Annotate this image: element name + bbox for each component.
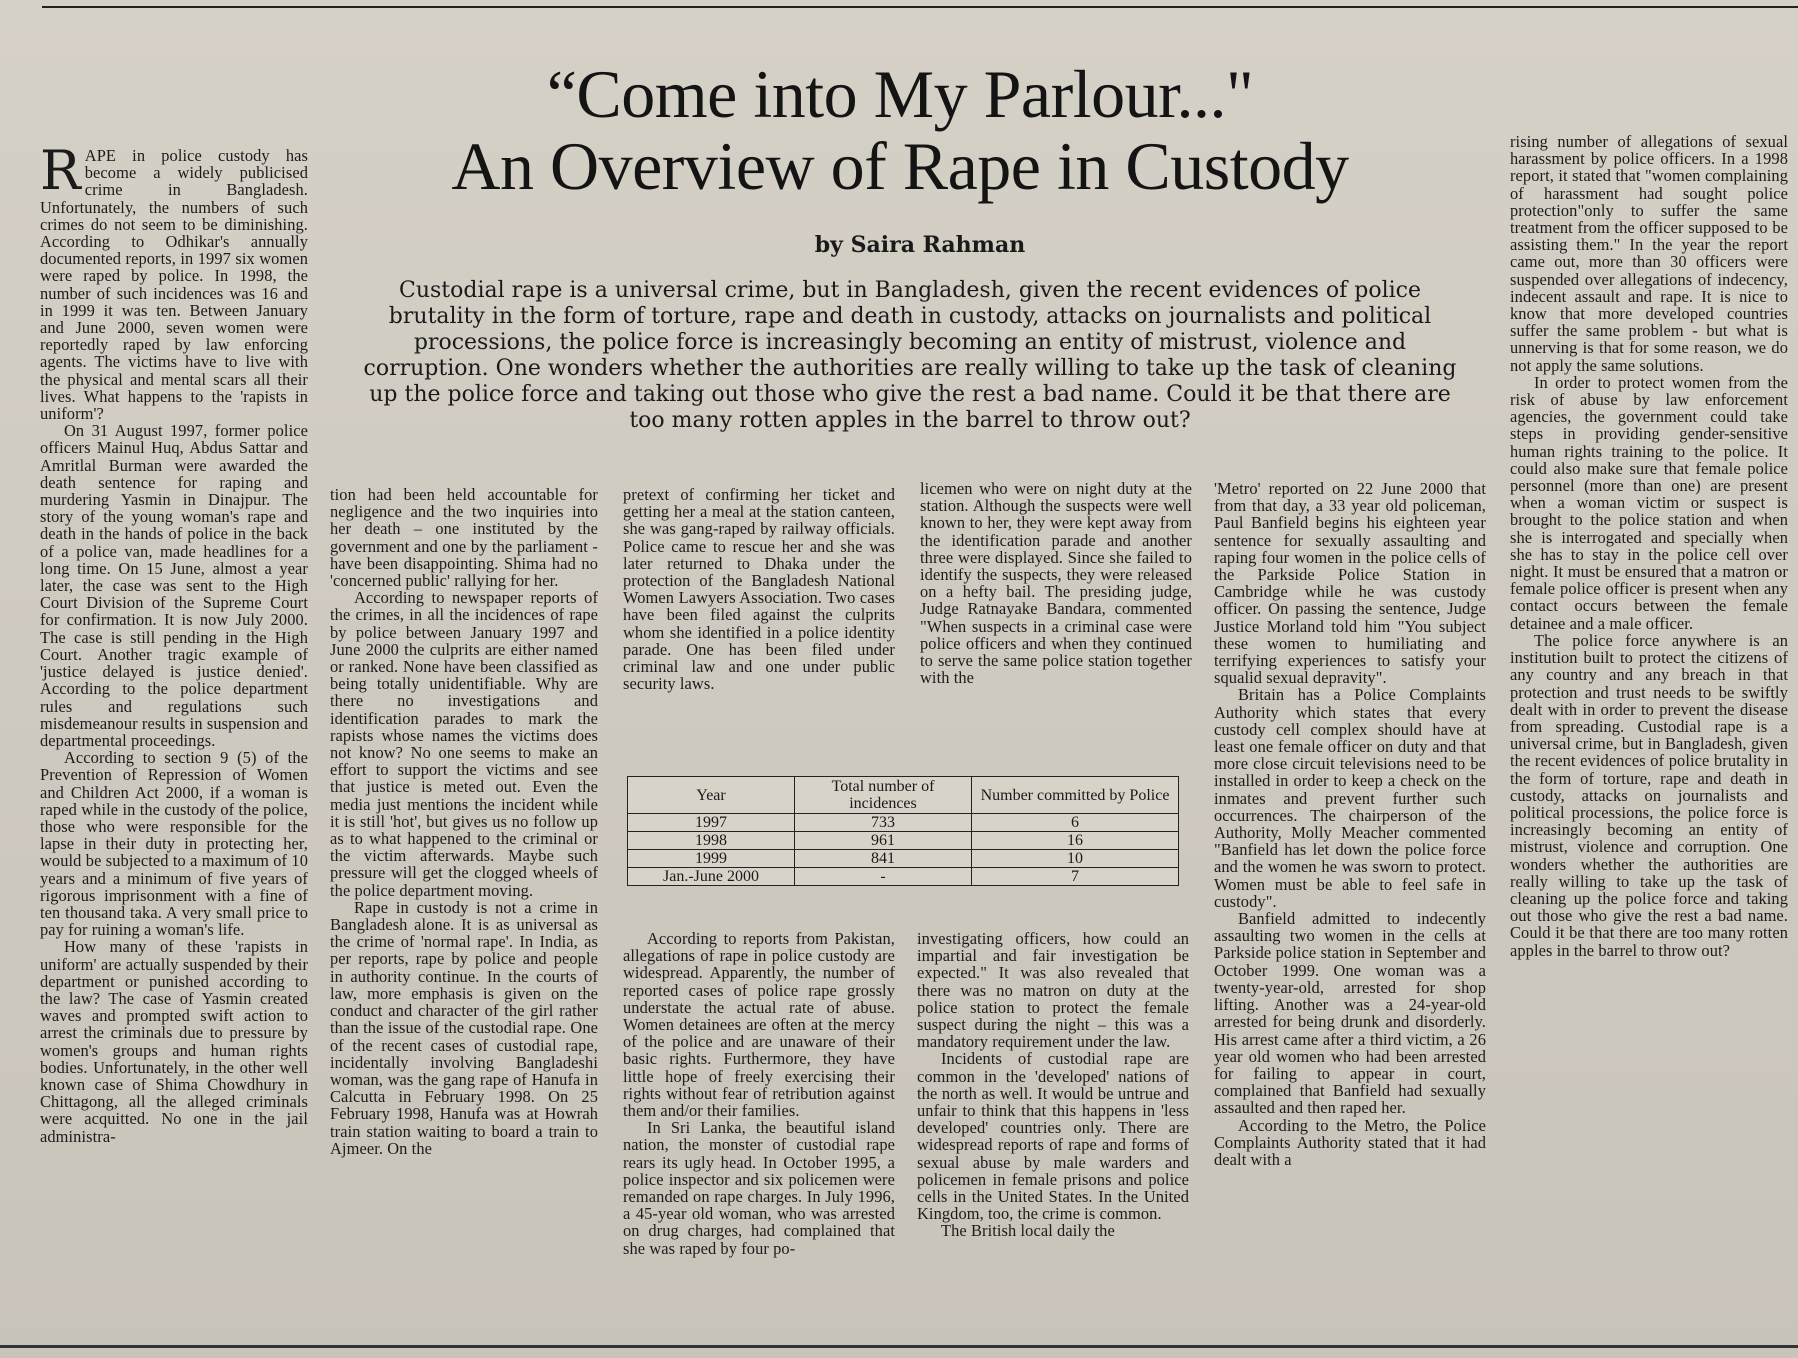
col4b-para-3: The British local daily the: [941, 1221, 1115, 1241]
byline: by Saira Rahman: [814, 232, 1026, 258]
col1-para-3: According to section 9 (5) of the Prevention of Repression of Women and Children Act 2000, if a woman is raped while in the custody of the police, those who were responsible for the lapse in their duty in protecting her, would be subjected to a maximum of 10 years and a minimum of five years of rigorous imprisonment with a fine of ten thousand taka. A very small price to pay for ruining a woman's life.: [40, 748, 308, 940]
table-cell: 733: [795, 814, 972, 832]
drop-cap: R: [40, 139, 81, 202]
column-4-lower: [917, 930, 1189, 1240]
table-header-year: Year: [628, 777, 795, 814]
col4b-para-1: investigating officers, how could an impartial and fair investigation be expected." It was also revealed that there was no matron on duty at the police station to protect the female suspect during the night – this was a mandatory requirement under the law.: [917, 929, 1189, 1052]
intro-standfirst: Custodial rape is a universal crime, but in Bangladesh, given the recent evidences of police brutality in the form of torture, rape and death in custody, attacks on journalists and political processions, the police force is increasingly becoming an entity of mistrust, violence and corruption. One wonders whether the authorities are really willing to take up the task of cleaning up the police force and taking out those who give the rest a bad name. Could it be that there are too many rotten apples in the barrel to throw out?: [363, 278, 1457, 433]
headline-line-2: An Overview of Rape in Custody: [451, 128, 1349, 204]
column-2: [330, 486, 598, 1157]
col6-para-2: In order to protect women from the risk of abuse by law enforcement agencies, the government could take steps in providing gender-sensitive human rights training to the police. It could also make sure that female police personnel (more than one) are present when a woman victim or suspect is brought to the police station and when she is interrogated and specially when she has to stay in the police cell over night. It must be ensured that a matron or female police officer is present when any contact occurs between the female detainee and a male officer.: [1510, 372, 1788, 633]
col4b-para-2: Incidents of custodial rape are common in the 'developed' nations of the north as well. It would be untrue and unfair to think that this happens in 'less developed' countries only. There are widespread reports of rape and forms of sexual abuse by male warders and policemen in female prisons and police cells in the United States. In the United Kingdom, too, the crime is common.: [917, 1049, 1189, 1224]
col1-para-2: On 31 August 1997, former police officers Mainul Huq, Abdus Sattar and Amritlal Burman were awarded the death sentence for raping and murdering Yasmin in Dinajpur. The story of the young woman's rape and death in the hands of police in the back of a police van, made headlines for a long time. On 15 June, almost a year later, the case was sent to the High Court Division of the Supreme Court for confirmation. It is now July 2000. The case is still pending in the High Court. Another tragic example of 'justice delayed is justice denied'. According to the police department rules and regulations such misdemeanour results in suspension and departmental proceedings.: [40, 421, 308, 750]
table-cell: Jan.-June 2000: [628, 868, 795, 886]
column-1: [40, 139, 308, 1146]
col1-para-1: RAPE in police custody has become a widely publicised crime in Bangladesh. Unfortunately, the numbers of such crimes do not seem to be diminishing. According to Odhikar's annually documented reports, in 1997 six women were raped by police. In 1998, the number of such incidences was 16 and in 1999 it was ten. Between January and June 2000, seven women were reportedly raped by law enforcing agents. The victims have to live with the physical and mental scars all their lives. What happens to the 'rapists in uniform'?: [40, 139, 308, 424]
table-header-police: Number committed by Police: [972, 777, 1179, 814]
col5-para-3: Banfield admitted to indecently assaulting two women in the cells at Parkside police station in September and October 1999. One woman was a twenty-year-old, arrested for shop lifting. Another was a 24-year-old arrested for being drunk and disorderly. His arrest came after a third victim, a 26 year old women who had been arrested for failing to appear in court, complained that Banfield had sexually assaulted and then raped her.: [1214, 909, 1486, 1118]
column-6: [1510, 133, 1788, 959]
table-row: [628, 868, 1179, 886]
table-row: [628, 850, 1179, 868]
table-cell: 1998: [628, 832, 795, 850]
table-cell: 961: [795, 832, 972, 850]
headline: [320, 58, 1480, 202]
col1-para-4: How many of these 'rapists in uniform' are actually suspended by their department or punished according to the law? The case of Yasmin created waves and prompted swift action to arrest the criminals due to pressure by women's groups and human rights bodies. Unfortunately, in the other well known case of Shima Chowdhury in Chittagong, all the alleged criminals were acquitted. No one in the jail administra-: [40, 937, 308, 1146]
col6-para-1: rising number of allegations of sexual harassment by police officers. In a 1998 report, it stated that "women complaining of harassment had sought police protection"only to suffer the same treatment from the officer supposed to be assisting them." In the year the report came out, more than 30 officers were suspended over allegations of indecency, indecent assault and rape. It is nice to know that more developed countries suffer the same problem - but what is unnerving is that for some reason, we do not apply the same solutions.: [1510, 132, 1788, 375]
table-cell: 1999: [628, 850, 795, 868]
column-3-lower: [623, 930, 895, 1257]
col2-para-1: tion had been held accountable for negligence and the two inquiries into her death – one instituted by the government and one by the parliament - have been disappointing. Shima had no 'concerned public' rallying for her.: [330, 485, 598, 591]
table-row: [628, 814, 1179, 832]
table-cell: 841: [795, 850, 972, 868]
table-header-total: Total number of incidences: [795, 777, 972, 814]
col2-para-3: Rape in custody is not a crime in Bangladesh alone. It is as universal as the crime of 'normal rape'. In India, as per reports, rape by police and people in authority continue. In the courts of law, more emphasis is given on the conduct and character of the girl rather than the issue of the custodial rape. One of the recent cases of custodial rape, incidentally involving Bangladeshi woman, was the gang rape of Hanufa in Calcutta in February 1998. On 25 February 1998, Hanufa was at Howrah train station waiting to board a train to Ajmeer. On the: [330, 897, 598, 1158]
top-rule: [42, 6, 1798, 8]
col6-para-3: The police force anywhere is an institution built to protect the citizens of any country and any breach in that protection and trust needs to be swiftly dealt with in order to prevent the disease from spreading. Custodial rape is a universal crime, but in Bangladesh, given the recent evidences of police brutality in the form of torture, rape and death in custody, attacks on journalists and political processions, the police force is increasingly becoming an entity of mistrust, violence and corruption. One wonders whether the authorities are really willing to take up the task of cleaning up the police force and taking out those who give the rest a bad name. Could it be that there are too many rotten apples in the barrel to throw out?: [1510, 630, 1788, 960]
col5-para-2: Britain has a Police Complaints Authority which states that every custody cell complex should have at least one female officer on duty and that more close circuit televisions need to be installed in order to keep a check on the inmates and prevent further such occurrences. The chairperson of the Authority, Molly Meacher commented "Banfield has let down the police force and the women he was sworn to protect. Women must be able to feel safe in custody".: [1214, 685, 1486, 911]
table-cell: 16: [972, 832, 1179, 850]
column-4-upper: [920, 480, 1192, 686]
table-row: [628, 832, 1179, 850]
table-cell: 6: [972, 814, 1179, 832]
col4-para-1: licemen who were on night duty at the station. Although the suspects were well known to her, they were kept away from the identification parade and another three were displayed. Since she failed to identify the suspects, they were released on a hefty bail. The presiding judge, Judge Ratnayake Bandara, commented "When suspects in a criminal case were police officers and when they continued to serve the same police station together with the: [920, 479, 1192, 688]
col3-para-1: pretext of confirming her ticket and getting her a meal at the station canteen, she was gang-raped by railway officials. Police came to rescue her and she was later returned to Dhaka under the protection of the Bangladesh National Women Lawyers Association. Two cases have been filed against the culprits whom she identified in a police identity parade. One has been filed under criminal law and one under public security laws.: [623, 485, 895, 694]
bottom-rule: [0, 1345, 1798, 1348]
col3b-para-2: In Sri Lanka, the beautiful island nation, the monster of custodial rape rears its ugly head. In October 1995, a police inspector and six policemen were remanded on rape charges. In July 1996, a 45-year old woman, who was arrested on drug charges, had complained that she was raped by four po-: [623, 1118, 895, 1258]
col5-para-1: 'Metro' reported on 22 June 2000 that from that day, a 33 year old policeman, Paul Banfield begins his eighteen year sentence for sexually assaulting and raping four women in the police cells of the Parkside Police Station in Cambridge while he was custody officer. On passing the sentence, Judge Justice Morland told him "You subject these women to humiliating and terrifying experiences to satisfy your squalid sexual depravity".: [1214, 479, 1486, 688]
rape-statistics-table: [627, 776, 1179, 886]
headline-line-1: “Come into My Parlour...": [546, 56, 1254, 132]
table-cell: 7: [972, 868, 1179, 886]
col3b-para-1: According to reports from Pakistan, allegations of rape in police custody are widespread. Apparently, the number of reported cases of police rape grossly understate the actual rate of abuse. Women detainees are often at the mercy of the police and are unaware of their basic rights. Furthermore, they have little hope of freely exercising their rights without fear of retribution against them and/or their families.: [623, 929, 895, 1121]
column-5: [1214, 480, 1486, 1168]
table-header-row: [628, 777, 1179, 814]
column-3-upper: [623, 486, 895, 692]
table-cell: 1997: [628, 814, 795, 832]
table-cell: 10: [972, 850, 1179, 868]
table-cell: -: [795, 868, 972, 886]
col5-para-4: According to the Metro, the Police Complaints Authority stated that it had dealt with a: [1214, 1115, 1486, 1169]
col2-para-2: According to newspaper reports of the crimes, in all the incidences of rape by police between January 1997 and June 2000 the culprits are either named or ranked. None have been classified as being totally unidentifiable. Why are there no investigations and identification parades to mark the rapists whose names the victims does not know? No one seems to make an effort to support the victims and see that justice is meted out. Even the media just mentions the incident while it is still 'hot', but gives us no follow up as to what happened to the criminal or the victim afterwards. Maybe such pressure will get the clogged wheels of the police department moving.: [330, 588, 598, 900]
